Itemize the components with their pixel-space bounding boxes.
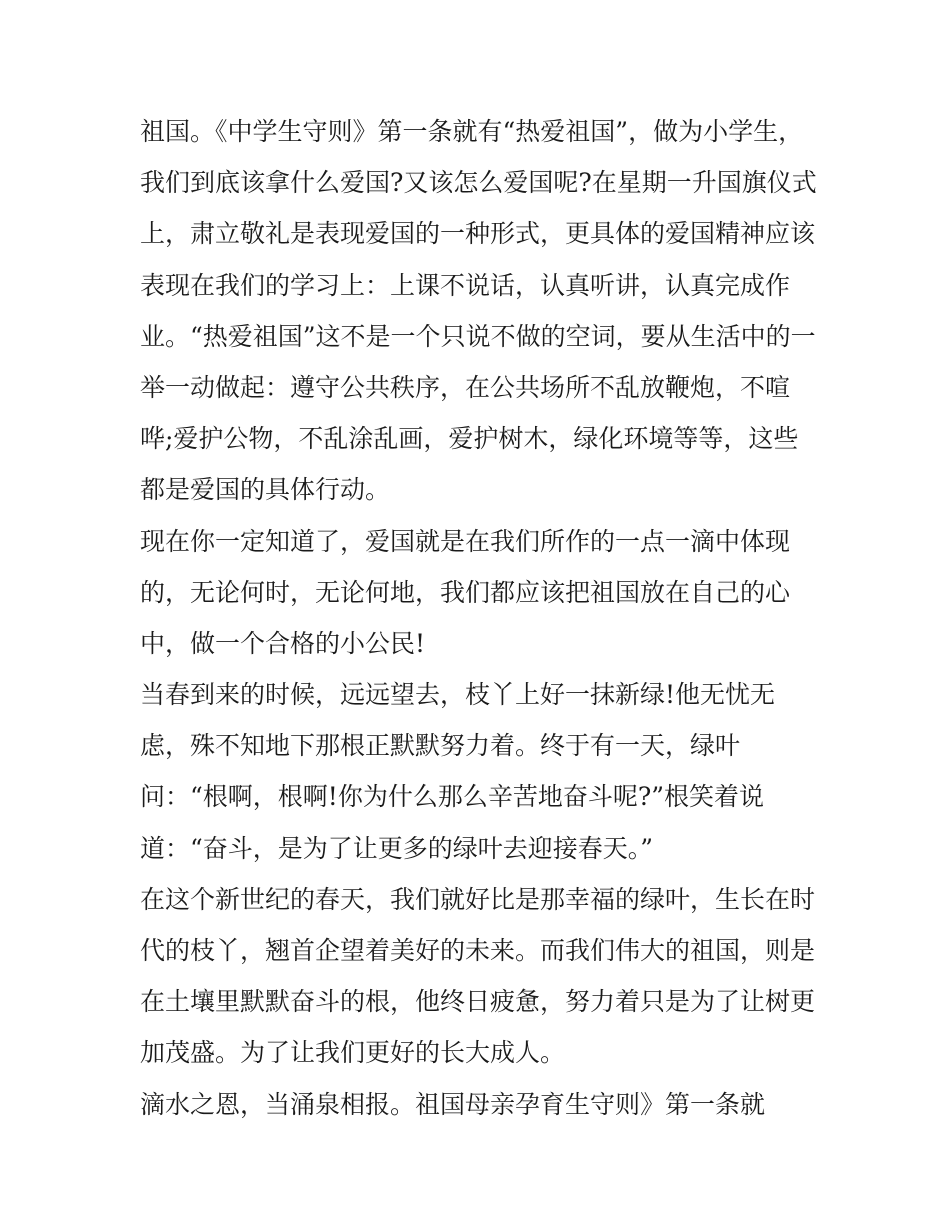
text-line: 哗;爱护公物，不乱涂乱画，爱护树木，绿化环境等等，这些 bbox=[140, 424, 799, 454]
text-line: 上，肃立敬礼是表现爱国的一种形式，更具体的爱国精神应该 bbox=[140, 219, 816, 249]
text-line: 业。“热爱祖国”这不是一个只说不做的空词，要从生活中的一 bbox=[140, 321, 816, 351]
text-line: 现在你一定知道了，爱国就是在我们所作的一点一滴中体现 bbox=[140, 526, 791, 556]
text-line: 问：“根啊，根啊!你为什么那么辛苦地奋斗呢?”根笑着说 bbox=[140, 782, 765, 812]
text-line: 都是爱国的具体行动。 bbox=[140, 475, 391, 505]
text-line: 中，做一个合格的小公民! bbox=[140, 628, 426, 658]
body-text bbox=[140, 106, 820, 1130]
text-line: 祖国。《中学生守则》第一条就有“热爱祖国”，做为小学生， bbox=[140, 117, 804, 146]
text-line: 虑，殊不知地下那根正默默努力着。终于有一天，绿叶 bbox=[140, 731, 741, 761]
text-line: 当春到来的时候，远远望去，枝丫上好一抹新绿!他无忧无 bbox=[140, 680, 776, 710]
text-line: 举一动做起：遵守公共秩序，在公共场所不乱放鞭炮，不喧 bbox=[140, 372, 791, 402]
text-line: 道：“奋斗，是为了让更多的绿叶去迎接春天。” bbox=[140, 833, 654, 863]
text-line: 滴水之恩，当涌泉相报。祖国母亲孕育生守则》第一条就 bbox=[140, 1089, 766, 1119]
text-line: 在这个新世纪的春天，我们就好比是那幸福的绿叶，生长在时 bbox=[140, 884, 816, 914]
text-line: 表现在我们的学习上：上课不说话，认真听讲，认真完成作 bbox=[140, 270, 791, 300]
text-line: 的，无论何时，无论何地，我们都应该把祖国放在自己的心 bbox=[140, 577, 791, 607]
text-line: 加茂盛。为了让我们更好的长大成人。 bbox=[140, 1038, 566, 1068]
text-line: 代的枝丫，翘首企望着美好的未来。而我们伟大的祖国，则是 bbox=[140, 936, 816, 965]
text-line: 在土壤里默默奋斗的根，他终日疲惫，努力着只是为了让树更 bbox=[140, 987, 816, 1017]
text-line: 我们到底该拿什么爱国?又该怎么爱国呢?在星期一升国旗仪式 bbox=[140, 168, 817, 198]
